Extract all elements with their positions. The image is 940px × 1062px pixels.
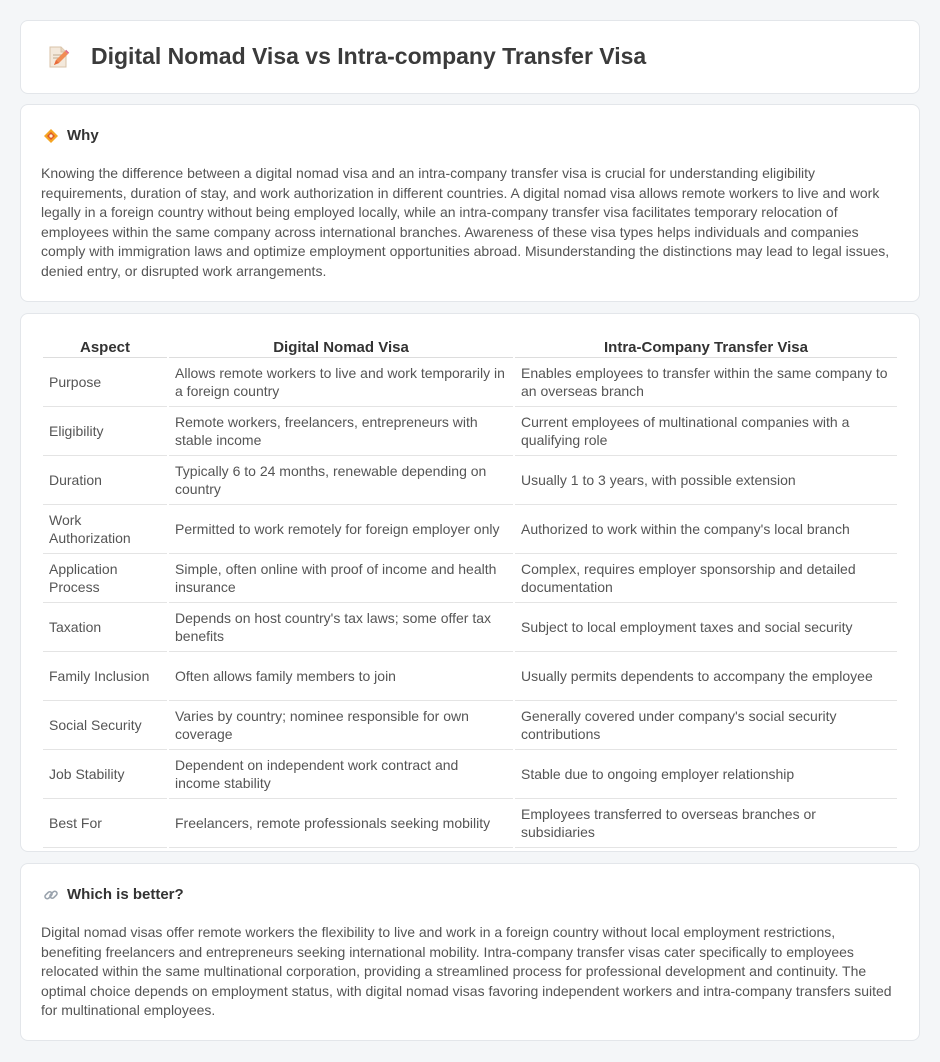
aspect-cell: Job Stability [43,750,167,799]
intra-company-cell: Subject to local employment taxes and social security [515,603,897,652]
header-digital-nomad: Digital Nomad Visa [169,334,513,358]
aspect-cell: Eligibility [43,407,167,456]
why-heading [43,127,99,144]
intra-company-cell: Usually permits dependents to accompany the employee [515,652,897,701]
page-title: Digital Nomad Visa vs Intra-company Transfer Visa [91,43,647,69]
table-row [43,701,897,750]
table-row [43,407,897,456]
aspect-cell: Social Security [43,701,167,750]
diamond-icon [43,128,59,144]
title-card [20,20,920,94]
digital-nomad-cell: Simple, often online with proof of income and health insurance [169,554,513,603]
intra-company-cell: Usually 1 to 3 years, with possible extension [515,456,897,505]
intra-company-cell: Enables employees to transfer within the same company to an overseas branch [515,358,897,407]
digital-nomad-cell: Allows remote workers to live and work temporarily in a foreign country [169,358,513,407]
intra-company-cell: Stable due to ongoing employer relationship [515,750,897,799]
intra-company-cell: Current employees of multinational companies with a qualifying role [515,407,897,456]
table-row [43,799,897,848]
digital-nomad-cell: Often allows family members to join [169,652,513,701]
header-intra-company: Intra-Company Transfer Visa [515,334,897,358]
aspect-cell: Purpose [43,358,167,407]
table-row [43,750,897,799]
why-title: Why [67,127,99,144]
better-body: Digital nomad visas offer remote workers the flexibility to live and work in a foreign country without local employment restrictions, benefiting freelancers and entrepreneurs seeking international mobility. Intra-company transfer visas cater specifically to employees relocated within the same multinational corporation, providing a streamlined process for professional development and continuity. The optimal choice depends on employment status, with digital nomad visas favoring independent workers and intra-company transfers suited for multinational employees. [41,924,892,1019]
aspect-cell: Family Inclusion [43,652,167,701]
intra-company-cell: Authorized to work within the company's local branch [515,505,897,554]
digital-nomad-cell: Freelancers, remote professionals seeking mobility [169,799,513,848]
link-icon [43,887,59,903]
better-title: Which is better? [67,886,184,903]
aspect-cell: Best For [43,799,167,848]
comparison-table [41,334,899,848]
table-header-row [43,334,897,358]
table-row [43,652,897,701]
digital-nomad-cell: Varies by country; nominee responsible for own coverage [169,701,513,750]
aspect-cell: Taxation [43,603,167,652]
digital-nomad-cell: Depends on host country's tax laws; some offer tax benefits [169,603,513,652]
document-pencil-icon [45,44,71,70]
why-card [20,104,920,302]
digital-nomad-cell: Remote workers, freelancers, entrepreneurs with stable income [169,407,513,456]
intra-company-cell: Generally covered under company's social security contributions [515,701,897,750]
header-aspect: Aspect [43,334,167,358]
table-row [43,456,897,505]
aspect-cell: Application Process [43,554,167,603]
aspect-cell: Work Authorization [43,505,167,554]
table-row [43,358,897,407]
why-body: Knowing the difference between a digital nomad visa and an intra-company transfer visa is crucial for understanding eligibility requirements, duration of stay, and work authorization in different countries. A digital nomad visa allows remote workers to live and work legally in a foreign country without being employed locally, while an intra-company transfer visa facilitates temporary relocation of employees within the same company across international branches. Awareness of these visa types helps individuals and companies comply with immigration laws and optimize employment opportunities abroad. Misunderstanding the distinctions may lead to legal issues, denied entry, or disrupted work arrangements. [41,165,890,279]
better-heading [43,886,184,903]
comparison-card [20,313,920,852]
digital-nomad-cell: Typically 6 to 24 months, renewable depending on country [169,456,513,505]
table-row [43,603,897,652]
which-better-card [20,863,920,1041]
table-row [43,505,897,554]
aspect-cell: Duration [43,456,167,505]
digital-nomad-cell: Permitted to work remotely for foreign employer only [169,505,513,554]
title-row [45,43,646,70]
intra-company-cell: Employees transferred to overseas branches or subsidiaries [515,799,897,848]
digital-nomad-cell: Dependent on independent work contract and income stability [169,750,513,799]
intra-company-cell: Complex, requires employer sponsorship and detailed documentation [515,554,897,603]
table-row [43,554,897,603]
